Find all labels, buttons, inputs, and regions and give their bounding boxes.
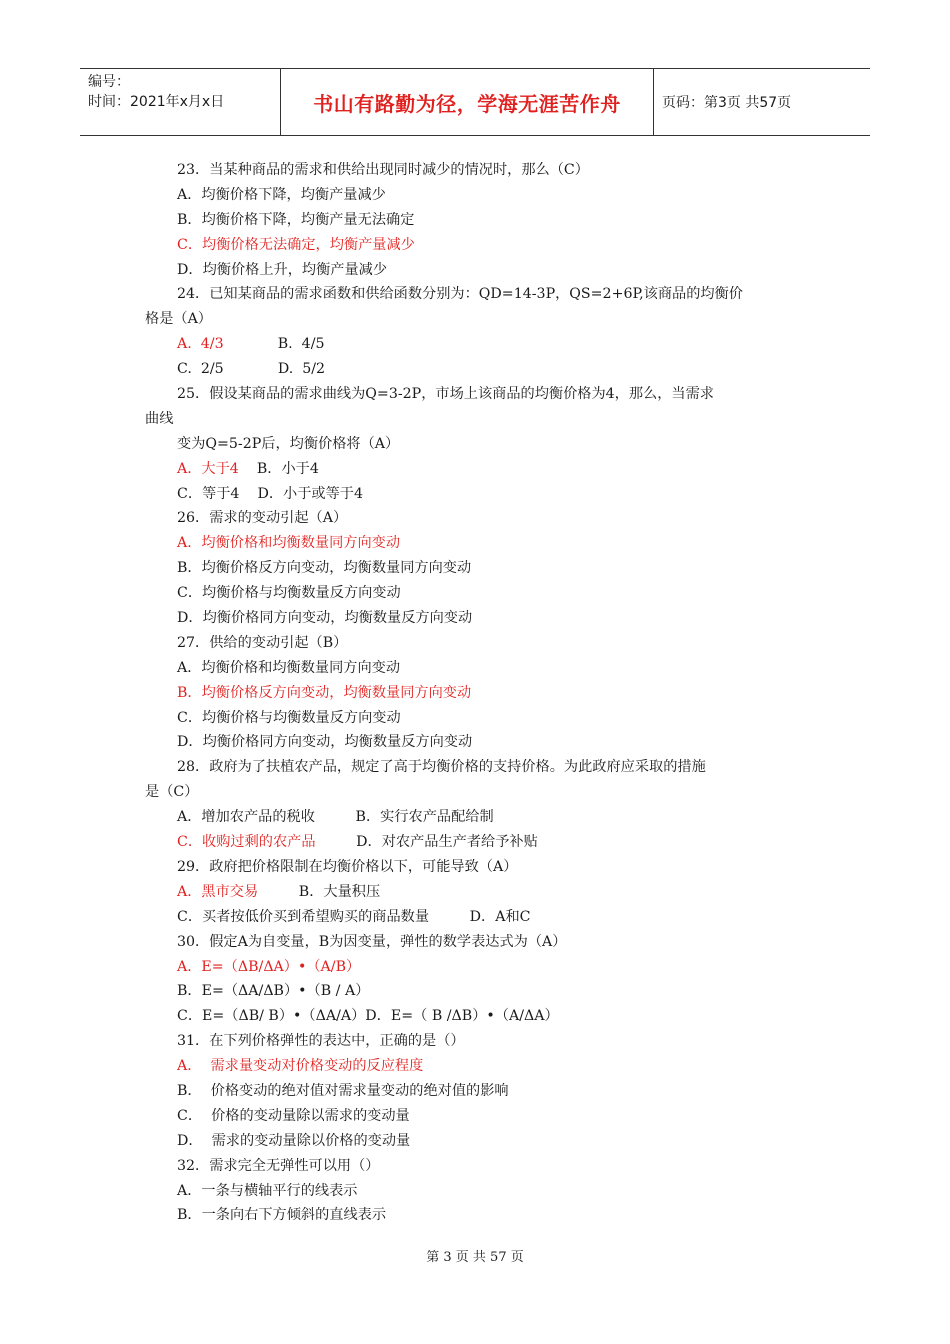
question-line: B．均衡价格反方向变动，均衡数量同方向变动 — [177, 684, 472, 701]
question-line: C. 2/5 D. 5/2 — [177, 361, 326, 378]
question-line: 26．需求的变动引起（A） — [177, 510, 348, 527]
question-line: A． 需求量变动对价格变动的反应程度 — [177, 1058, 424, 1075]
option-text: B. 4/5 — [223, 336, 325, 353]
question-line: A．E=（ΔB/ΔA）•（A/B） — [177, 958, 361, 975]
correct-answer-text: C．收购过剩的农产品 — [177, 834, 316, 851]
question-line — [145, 457, 805, 482]
document-date-label: 时间：2021年x月x日 — [88, 94, 225, 110]
header-motto-cell — [280, 69, 654, 135]
correct-answer-text: A．大于4 — [177, 460, 239, 477]
question-line: D． 需求的变动量除以价格的变动量 — [177, 1132, 411, 1149]
page-header — [80, 68, 870, 136]
question-line: 25．假设某商品的需求曲线为Q=3-2P，市场上该商品的均衡价格为4，那么，当需求 — [177, 386, 714, 403]
option-text: B．大量积压 — [258, 883, 381, 900]
question-line: D．均衡价格上升，均衡产量减少 — [177, 261, 388, 278]
correct-answer-text: A．黑市交易 — [177, 883, 259, 900]
question-line: C．均衡价格无法确定，均衡产量减少 — [177, 236, 415, 253]
question-body — [145, 158, 805, 1228]
question-line: 24．已知某商品的需求函数和供给函数分别为：QD=14-3P，QS=2+6P,该商品的均衡价 — [177, 286, 743, 303]
question-line: 变为Q=5-2P后，均衡价格将（A） — [177, 435, 400, 452]
option-text: D．对农产品生产者给予补贴 — [315, 834, 538, 851]
question-line — [145, 332, 805, 357]
option-text: B．小于4 — [238, 460, 319, 477]
question-line: 是（C） — [145, 784, 199, 801]
question-line: D．均衡价格同方向变动，均衡数量反方向变动 — [177, 734, 473, 751]
question-line: 30．假定A为自变量，B为因变量，弹性的数学表达式为（A） — [177, 933, 567, 950]
question-line: A．均衡价格下降，均衡产量减少 — [177, 186, 386, 203]
question-line: A．均衡价格和均衡数量同方向变动 — [177, 659, 401, 676]
question-line: B．一条向右下方倾斜的直线表示 — [177, 1207, 387, 1224]
question-line: D．均衡价格同方向变动，均衡数量反方向变动 — [177, 610, 473, 627]
question-line: C．买者按低价买到希望购买的商品数量 D．A和C — [177, 908, 531, 925]
question-line: B．均衡价格下降，均衡产量无法确定 — [177, 211, 415, 228]
question-line: 曲线 — [145, 410, 174, 427]
question-line: A．一条与横轴平行的线表示 — [177, 1182, 358, 1199]
header-page-code: 页码：第3页 共57页 — [662, 95, 792, 111]
question-line: B． 价格变动的绝对值对需求量变动的绝对值的影响 — [177, 1082, 509, 1099]
question-line: 32．需求完全无弹性可以用（） — [177, 1157, 380, 1174]
question-line: 28．政府为了扶植农产品，规定了高于均衡价格的支持价格。为此政府应采取的措施 — [177, 759, 706, 776]
question-line: A．均衡价格和均衡数量同方向变动 — [177, 535, 401, 552]
question-line: 29．政府把价格限制在均衡价格以下，可能导致（A） — [177, 858, 518, 875]
question-line: C． 价格的变动量除以需求的变动量 — [177, 1107, 410, 1124]
question-line: 23．当某种商品的需求和供给出现同时减少的情况时，那么（C） — [177, 162, 589, 178]
correct-answer-text: A. 4/3 — [177, 336, 224, 353]
page-footer: 第 3 页 共 57 页 — [426, 1250, 524, 1265]
question-line: 31．在下列价格弹性的表达中，正确的是（） — [177, 1033, 465, 1050]
question-line: 格是（A） — [145, 311, 212, 328]
question-line: C．均衡价格与均衡数量反方向变动 — [177, 709, 401, 726]
header-motto: 书山有路勤为径，学海无涯苦作舟 — [313, 91, 621, 116]
question-line: C．均衡价格与均衡数量反方向变动 — [177, 585, 401, 602]
question-line: A．增加农产品的税收 B．实行农产品配给制 — [177, 809, 494, 826]
question-line: C．等于4 D．小于或等于4 — [177, 485, 364, 502]
question-line: C．E=（ΔB/ B）•（ΔA/A）D．E=（ B /ΔB）•（A/ΔA） — [177, 1008, 559, 1025]
question-line: 27．供给的变动引起（B） — [177, 634, 348, 651]
question-line — [145, 830, 805, 855]
header-meta — [80, 69, 280, 135]
question-line: B．均衡价格反方向变动，均衡数量同方向变动 — [177, 560, 472, 577]
document-number-label: 编号： — [88, 74, 130, 90]
header-page-code-cell — [654, 69, 870, 135]
question-line — [145, 880, 805, 905]
question-line: B．E=（ΔA/ΔB）•（B / A） — [177, 983, 370, 1000]
